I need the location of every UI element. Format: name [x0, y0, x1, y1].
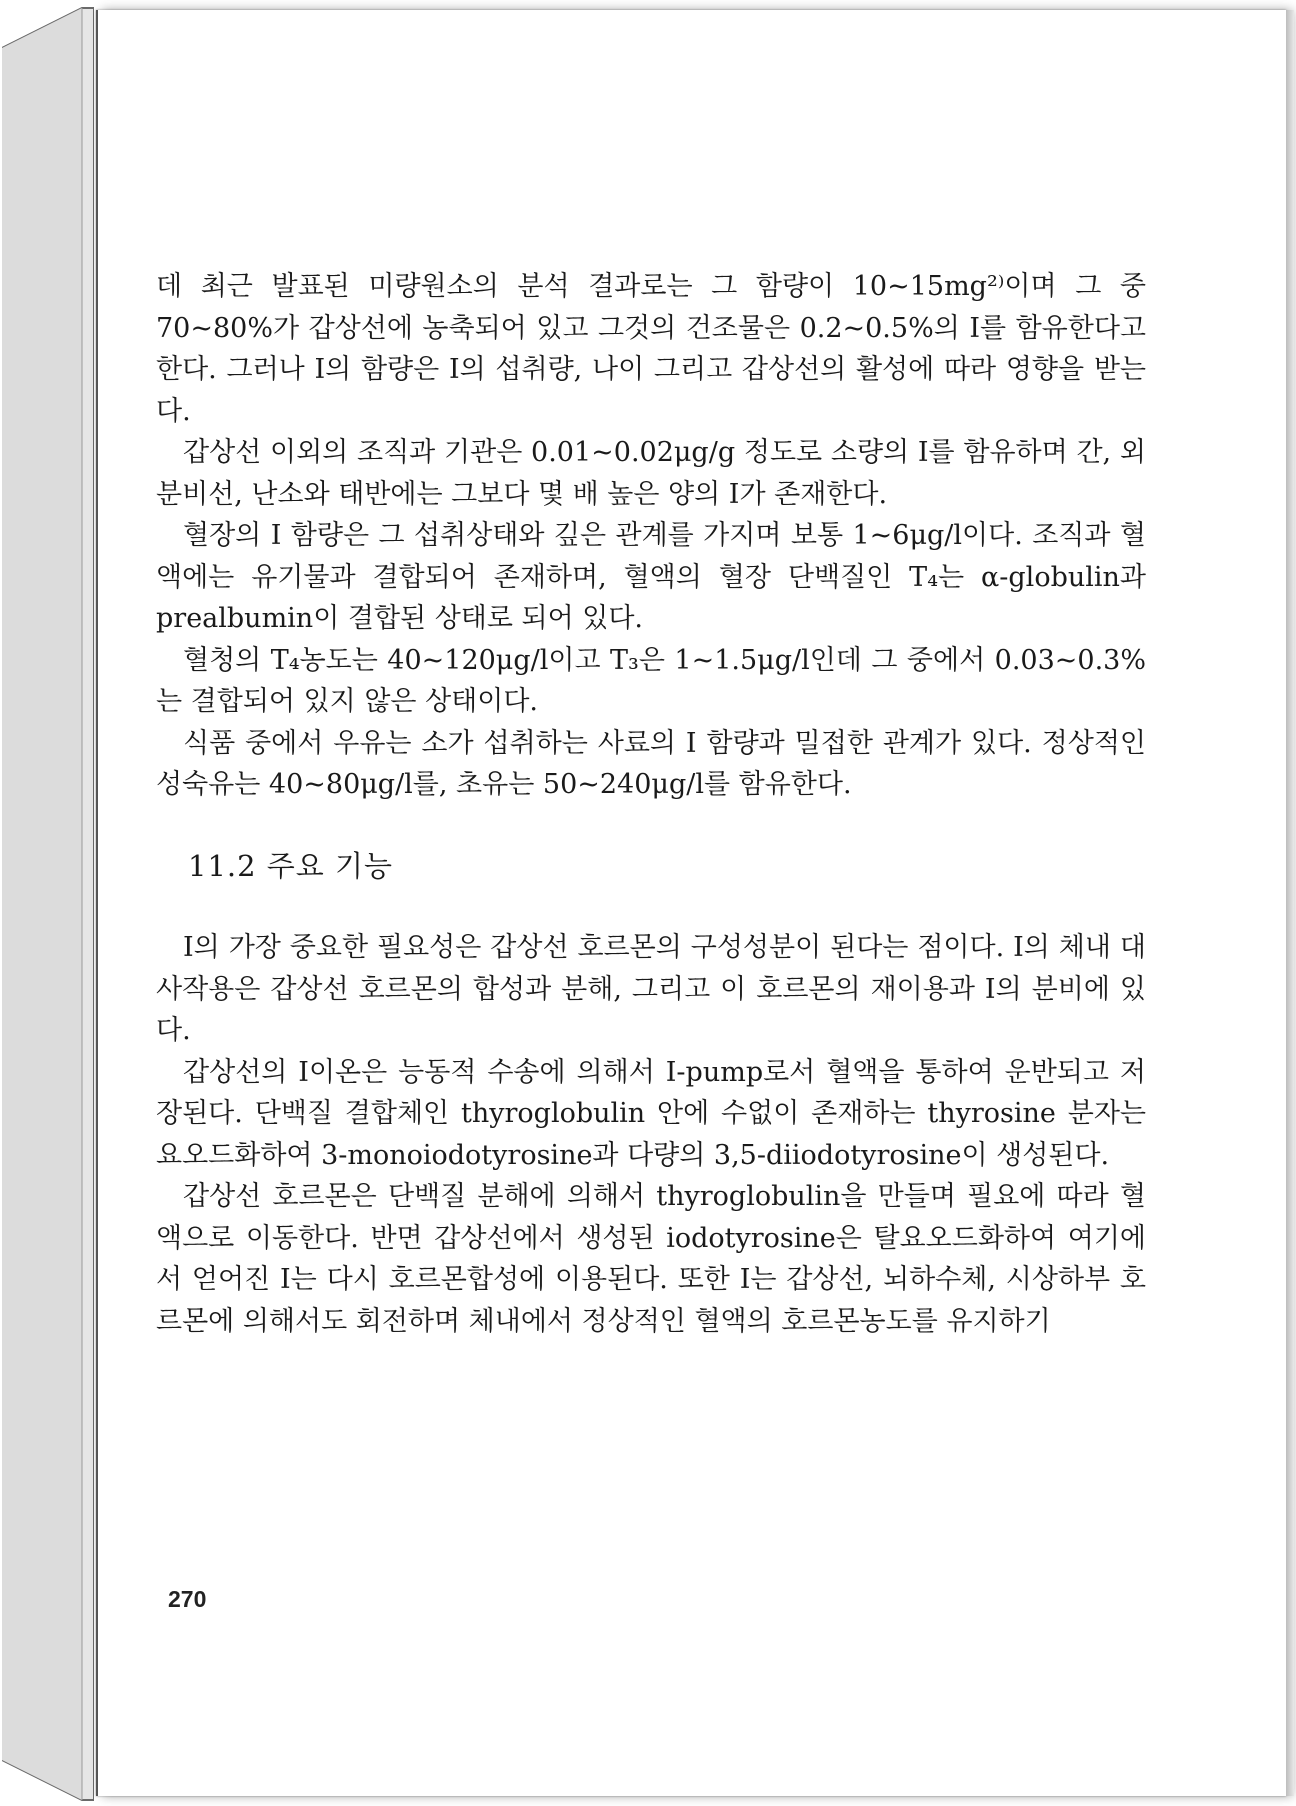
body-paragraph: 데 최근 발표된 미량원소의 분석 결과로는 그 함량이 10~15mg²⁾이며 그 중 70~80%가 갑상선에 농축되어 있고 그것의 건조물은 0.2~0.5%의 I를 함유한다고 한다. 그러나 I의 함량은 I의 섭취량, 나이 그리고 갑상선의 활성에 따라 영향을 받는다. [156, 271, 1146, 427]
body-paragraph: 갑상선의 I이온은 능동적 수송에 의해서 I-pump로서 혈액을 통하여 운반되고 저장된다. 단백질 결합체인 thyroglobulin 안에 수없이 존재하는 thyrosine 분자는 요오드화하여 3-monoiodotyrosine과 다량의 3,5-diiodotyrosine이 생성된다. [156, 1056, 1146, 1171]
body-paragraph: 혈청의 T₄농도는 40~120μg/l이고 T₃은 1~1.5μg/l인데 그 중에서 0.03~0.3%는 결합되어 있지 않은 상태이다. [156, 644, 1146, 717]
page-edge-shadow [1286, 10, 1294, 1796]
book-spine [2, 0, 94, 1806]
section-heading: 11.2 주요 기능 [188, 848, 394, 883]
body-paragraph: 갑상선 이외의 조직과 기관은 0.01~0.02μg/g 정도로 소량의 I를 함유하며 간, 외분비선, 난소와 태반에는 그보다 몇 배 높은 양의 I가 존재한다. [156, 437, 1146, 510]
body-paragraph: 혈장의 I 함량은 그 섭취상태와 깊은 관계를 가지며 보통 1~6μg/l이다. 조직과 혈액에는 유기물과 결합되어 존재하며, 혈액의 혈장 단백질인 T₄는 α-globulin과 prealbumin이 결합된 상태로 되어 있다. [156, 520, 1146, 634]
page-body [156, 266, 1146, 1342]
body-paragraph: I의 가장 중요한 필요성은 갑상선 호르몬의 구성성분이 된다는 점이다. I의 체내 대사작용은 갑상선 호르몬의 합성과 분해, 그리고 이 호르몬의 재이용과 I의 분비에 있다. [156, 932, 1146, 1046]
body-paragraph: 갑상선 호르몬은 단백질 분해에 의해서 thyroglobulin을 만들며 필요에 따라 혈액으로 이동한다. 반면 갑상선에서 생성된 iodotyrosine은 탈요오드화하여 여기에서 얻어진 I는 다시 호르몬합성에 이용된다. 또한 I는 갑상선, 뇌하수체, 시상하부 호르몬에 의해서도 회전하며 체내에서 정상적인 혈액의 호르몬농도를 유지하기 [156, 1181, 1146, 1337]
page-number: 270 [168, 1586, 207, 1612]
body-paragraph: 식품 중에서 우유는 소가 섭취하는 사료의 I 함량과 밀접한 관계가 있다. 정상적인 성숙유는 40~80μg/l를, 초유는 50~240μg/l를 함유한다. [156, 727, 1146, 800]
